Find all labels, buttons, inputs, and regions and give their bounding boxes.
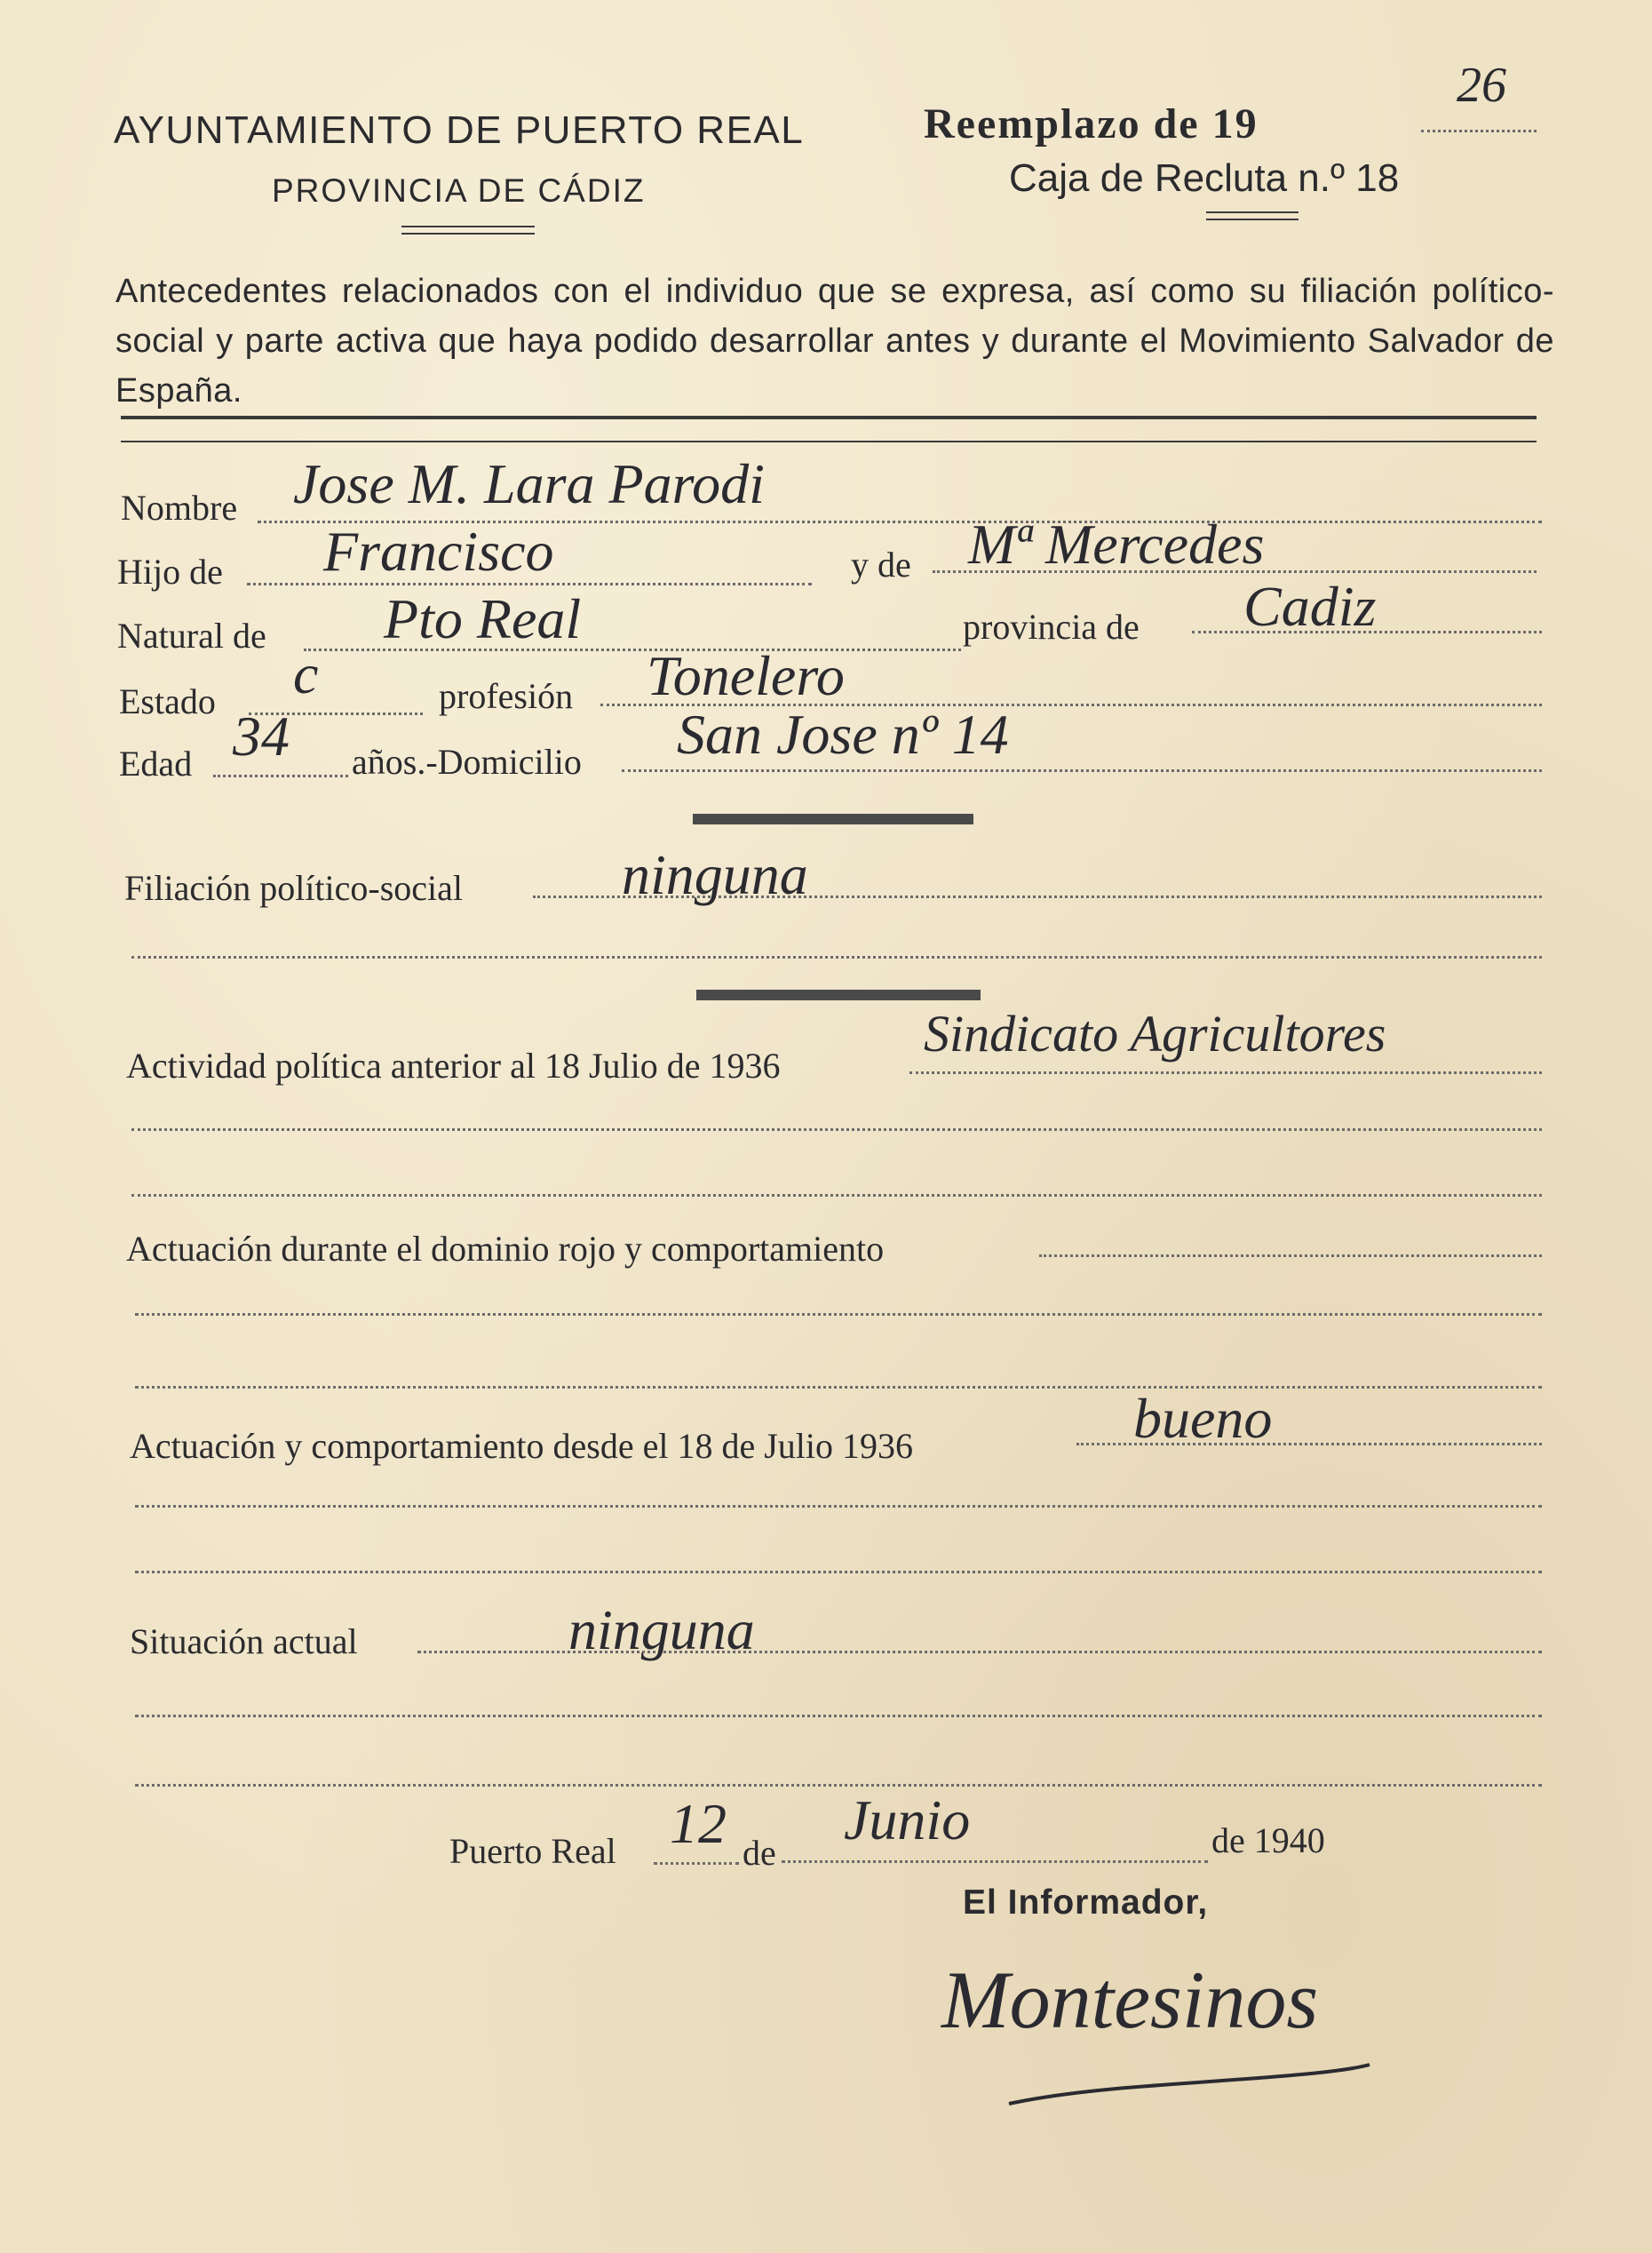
edad-label: Edad	[119, 744, 193, 784]
date-year-label: de 1940	[1211, 1820, 1325, 1860]
filiacion-label: Filiación político-social	[124, 868, 464, 908]
actividad-dotted-line-3	[131, 1194, 1542, 1197]
header-left-underline	[401, 226, 535, 235]
municipality-title: AYUNTAMIENTO DE PUERTO REAL	[114, 108, 805, 152]
actuacion-desde-value-handwritten: bueno	[1133, 1387, 1273, 1450]
signature-flourish	[1004, 2061, 1377, 2114]
date-de-label: de	[743, 1833, 776, 1873]
provincia-value-handwritten: Cadiz	[1243, 575, 1377, 638]
provincia-label: provincia de	[963, 607, 1140, 647]
situacion-label: Situación actual	[130, 1621, 358, 1661]
actuacion-desde-dotted-line-2	[135, 1505, 1542, 1508]
edad-value-handwritten: 34	[233, 705, 290, 768]
actividad-label: Actividad política anterior al 18 Julio de 1936	[126, 1046, 781, 1086]
province-subtitle: PROVINCIA DE CÁDIZ	[272, 172, 646, 209]
actuacion-rojo-dotted-line-2	[135, 1313, 1542, 1316]
filiacion-value-handwritten: ninguna	[622, 843, 808, 906]
natural-value-handwritten: Pto Real	[384, 587, 582, 650]
edad-dotted-line	[213, 775, 348, 777]
profesion-label: profesión	[439, 676, 574, 716]
actividad-value-handwritten: Sindicato Agricultores	[924, 1005, 1386, 1063]
header-right-underline	[1206, 211, 1299, 220]
date-day-dotted-line	[654, 1862, 739, 1865]
reemplazo-label: Reemplazo de 19	[924, 100, 1259, 147]
section-separator-1	[693, 814, 973, 824]
domicilio-label: años.-Domicilio	[352, 742, 582, 782]
informador-label: El Informador,	[963, 1883, 1209, 1922]
nombre-label: Nombre	[121, 488, 238, 528]
nombre-value-handwritten: Jose M. Lara Parodi	[293, 452, 765, 515]
actuacion-desde-dotted-line-3	[135, 1571, 1542, 1573]
date-month-handwritten: Junio	[844, 1788, 971, 1851]
domicilio-value-handwritten: San Jose nº 14	[677, 703, 1009, 766]
section-separator-2	[696, 990, 981, 1000]
intro-paragraph: Antecedentes relacionados con el individuo que se expresa, así como su filiación político-social y parte activa que haya podido desarrollar antes y durante el Movimiento Salvador de España.	[115, 273, 1554, 410]
date-day-handwritten: 12	[670, 1792, 727, 1855]
caja-recluta-label: Caja de Recluta n.º 18	[1009, 156, 1400, 200]
natural-label: Natural de	[117, 616, 266, 656]
actuacion-desde-label: Actuación y comportamiento desde el 18 de Julio 1936	[130, 1426, 914, 1466]
actividad-dotted-line-2	[131, 1128, 1542, 1131]
profesion-value-handwritten: Tonelero	[647, 644, 845, 707]
actuacion-rojo-dotted-line	[1039, 1254, 1542, 1257]
situacion-dotted-line-2	[135, 1715, 1542, 1717]
estado-label: Estado	[119, 681, 216, 721]
yde-label: y de	[851, 545, 911, 585]
intro-rule-bottom	[121, 441, 1537, 442]
yde-value-handwritten: Mª Mercedes	[968, 513, 1265, 576]
situacion-dotted-line-3	[135, 1784, 1542, 1787]
estado-value-handwritten: c	[293, 642, 319, 705]
domicilio-dotted-line	[622, 769, 1542, 772]
intro-rule-top	[121, 416, 1537, 419]
actividad-dotted-line	[909, 1071, 1542, 1074]
reemplazo-dotted-line	[1421, 130, 1537, 132]
actuacion-rojo-label: Actuación durante el dominio rojo y comportamiento	[126, 1229, 885, 1269]
hijo-label: Hijo de	[117, 552, 223, 592]
hijo-value-handwritten: Francisco	[323, 520, 554, 583]
date-month-dotted-line	[782, 1860, 1208, 1863]
signature-handwritten: Montesinos	[941, 1954, 1319, 2045]
date-place-label: Puerto Real	[449, 1831, 616, 1871]
situacion-value-handwritten: ninguna	[568, 1598, 755, 1661]
reemplazo-year-handwritten: 26	[1457, 58, 1506, 113]
actuacion-rojo-dotted-line-3	[135, 1386, 1542, 1389]
filiacion-dotted-line-2	[131, 956, 1542, 959]
